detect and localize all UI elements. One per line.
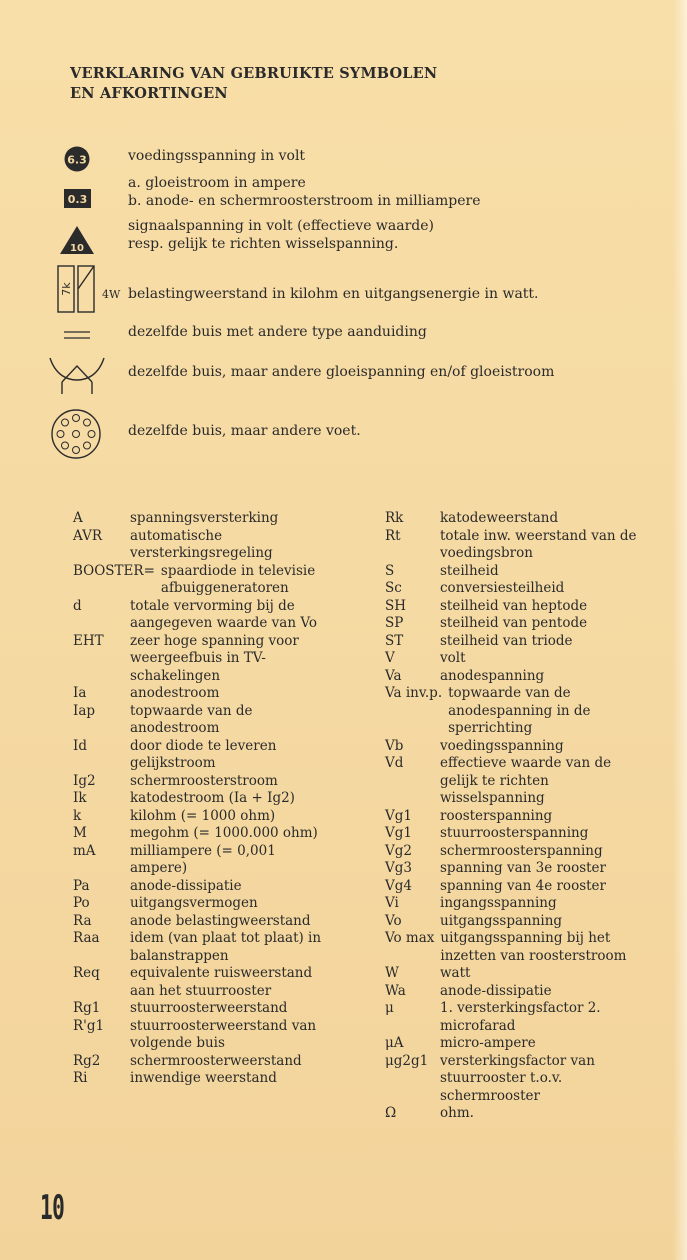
- glossary-description: idem (van plaat tot plaat) in balanstrappen: [130, 930, 322, 964]
- heater-voltage-icon-text: 6.3: [67, 153, 87, 167]
- glossary-entry: [385, 598, 647, 616]
- legend-equivalent: dezelfde buis met andere type aanduiding: [128, 324, 427, 340]
- glossary-entry: [73, 965, 335, 1000]
- glossary-description: schermroosterstroom: [130, 772, 278, 789]
- legend-heater-voltage: voedingsspanning in volt: [128, 148, 306, 164]
- glossary-description: stuurroosterweerstand: [130, 1000, 288, 1016]
- glossary-entry: [73, 878, 335, 896]
- glossary-symbol: Ig2: [73, 772, 96, 789]
- glossary-description: anode-dissipatie: [440, 982, 552, 999]
- glossary-entry: [73, 563, 335, 598]
- glossary-description: megohm (= 1000.000 ohm): [130, 825, 318, 841]
- legend-other-heater: dezelfde buis, maar andere gloeispanning en/of gloeistroom: [128, 364, 555, 380]
- glossary-description: spaardiode in televisie afbuiggeneratoren: [160, 562, 316, 596]
- page-edge: [673, 0, 687, 1260]
- glossary-entry: [73, 930, 335, 965]
- glossary-entry: [73, 1053, 335, 1071]
- glossary-entry: [385, 755, 647, 808]
- glossary-entry: [73, 808, 335, 826]
- glossary-description: door diode te leveren gelijkstroom: [130, 737, 277, 771]
- glossary-symbol: Vg2: [385, 842, 412, 859]
- glossary-description: roosterspanning: [440, 807, 553, 824]
- glossary-entry: [73, 825, 335, 843]
- glossary-description: steilheid van heptode: [440, 597, 588, 614]
- load-resistance-icon: [52, 262, 100, 318]
- signal-voltage-icon-text: 10: [70, 243, 84, 254]
- heater-filament-icon: [46, 352, 108, 396]
- glossary-symbol: Vb: [385, 737, 404, 754]
- legend-current-b: b. anode- en schermroosterstroom in milliampere: [128, 193, 481, 209]
- glossary-symbol: Rg2: [73, 1052, 101, 1069]
- glossary-symbol: Ik: [73, 790, 87, 806]
- glossary-entry: [73, 913, 335, 931]
- glossary-description: 1. versterkingsfactor 2. microfarad: [440, 1000, 601, 1034]
- glossary-description: volt: [440, 650, 466, 666]
- glossary-symbol: Vi: [385, 895, 399, 911]
- glossary-description: ingangsspanning: [440, 895, 557, 911]
- glossary-entry: [385, 580, 647, 598]
- glossary-description: voedingsspanning: [440, 737, 564, 754]
- glossary-description: automatische versterkingsregeling: [130, 527, 273, 561]
- glossary-description: topwaarde van de anodestroom: [130, 702, 253, 736]
- glossary-symbol: mA: [73, 842, 96, 859]
- glossary-entry: [385, 510, 647, 528]
- legend-other-base: dezelfde buis, maar andere voet.: [128, 423, 361, 439]
- glossary-entry: [385, 738, 647, 756]
- glossary-description: stuurroosterspanning: [440, 825, 589, 841]
- glossary-description: topwaarde van de anodespanning in de sperrichting: [448, 685, 591, 736]
- glossary-entry: [385, 930, 647, 965]
- glossary-symbol: d: [73, 597, 82, 614]
- glossary-description: spanning van 3e rooster: [440, 860, 606, 876]
- glossary-symbol: Va inv.p.: [385, 685, 443, 701]
- glossary-entry: [73, 1018, 335, 1053]
- glossary-entry: [73, 703, 335, 738]
- glossary-symbol: Vg1: [385, 825, 412, 841]
- glossary-entry: [385, 563, 647, 581]
- glossary-entry: [385, 650, 647, 668]
- glossary-entry: [73, 790, 335, 808]
- page-title: [70, 64, 437, 104]
- glossary-symbol: M: [73, 825, 87, 841]
- glossary-symbol: Ri: [73, 1070, 88, 1086]
- glossary-entry: [385, 1000, 647, 1035]
- glossary-symbol: Vg1: [385, 807, 412, 824]
- glossary-description: katodestroom (Ia + Ig2): [130, 790, 295, 806]
- glossary-description: uitgangsspanning: [440, 912, 563, 929]
- glossary-description: inwendige weerstand: [130, 1070, 277, 1086]
- glossary-description: anode belastingweerstand: [130, 912, 311, 929]
- glossary-entry: [73, 773, 335, 791]
- glossary-entry: [385, 1035, 647, 1053]
- glossary-symbol: Rg1: [73, 1000, 101, 1016]
- glossary-entry: [73, 685, 335, 703]
- glossary-description: ohm.: [440, 1105, 474, 1121]
- glossary-symbol: A: [73, 510, 83, 526]
- glossary-description: anode-dissipatie: [130, 877, 242, 894]
- glossary-description: effectieve waarde van de gelijk te richten wisselspanning: [440, 755, 612, 806]
- glossary-symbol: Req: [73, 965, 100, 981]
- legend-signal-2: resp. gelijk te richten wisselspanning.: [128, 236, 399, 252]
- glossary-symbol: Vd: [385, 755, 404, 771]
- glossary-symbol: V: [385, 650, 395, 666]
- glossary-description: steilheid van triode: [440, 632, 573, 649]
- glossary-entry: [73, 1000, 335, 1018]
- glossary-symbol: Va: [385, 667, 402, 684]
- glossary-symbol: Vg3: [385, 860, 412, 876]
- glossary-description: stuurroosterweerstand van volgende buis: [130, 1017, 317, 1051]
- glossary-symbol: SH: [385, 597, 407, 614]
- glossary-description: totale inw. weerstand van de voedingsbron: [440, 527, 637, 561]
- glossary-description: milliampere (= 0,001 ampere): [130, 842, 276, 876]
- glossary-entry: [73, 633, 335, 686]
- glossary-symbol: Vo max: [385, 930, 435, 946]
- glossary-entry: [385, 668, 647, 686]
- glossary-entry: [385, 685, 647, 738]
- glossary-entry: [385, 528, 647, 563]
- glossary-description: steilheid: [440, 562, 499, 579]
- load-resistance-value: 7k: [60, 282, 73, 296]
- glossary-entry: [385, 825, 647, 843]
- glossary-description: schermroosterweerstand: [130, 1052, 302, 1069]
- glossary-description: uitgangsspanning bij het inzetten van roosterstroom: [440, 930, 627, 964]
- equivalent-icon: [60, 325, 94, 345]
- glossary-description: versterkingsfactor van stuurrooster t.o.v. schermrooster: [440, 1052, 595, 1104]
- glossary-right-column: [385, 510, 647, 1123]
- glossary-symbol: Pa: [73, 877, 90, 894]
- glossary-symbol: S: [385, 562, 395, 579]
- glossary-description: conversiesteilheid: [440, 580, 565, 596]
- current-icon: [62, 187, 94, 211]
- glossary-entry: [385, 1053, 647, 1106]
- legend-current-a: a. gloeistroom in ampere: [128, 175, 306, 191]
- glossary-symbol: Rk: [385, 510, 404, 526]
- glossary-description: equivalente ruisweerstand aan het stuurrooster: [130, 965, 313, 999]
- glossary-description: spanningsversterking: [130, 510, 279, 526]
- glossary-symbol: EHT: [73, 632, 104, 649]
- glossary-symbol: BOOSTER=: [73, 562, 155, 579]
- glossary-description: zeer hoge spanning voor weergeefbuis in TV-schakelingen: [130, 632, 299, 684]
- glossary-entry: [385, 878, 647, 896]
- glossary-symbol: Vg4: [385, 877, 412, 894]
- glossary-symbol: Id: [73, 737, 87, 754]
- glossary-description: katodeweerstand: [440, 510, 559, 526]
- glossary-entry: [385, 895, 647, 913]
- glossary-symbol: Ω: [385, 1105, 397, 1121]
- glossary-entry: [73, 895, 335, 913]
- glossary-entry: [385, 860, 647, 878]
- glossary-symbol: Po: [73, 895, 90, 911]
- glossary-entry: [385, 843, 647, 861]
- signal-voltage-icon: [58, 224, 96, 256]
- glossary-entry: [385, 808, 647, 826]
- glossary-description: micro-ampere: [440, 1035, 536, 1051]
- glossary-symbol: R'g1: [73, 1017, 105, 1034]
- glossary-description: anodestroom: [130, 685, 220, 701]
- glossary-symbol: W: [385, 965, 399, 981]
- glossary-symbol: ST: [385, 632, 404, 649]
- legend-signal-1: signaalspanning in volt (effectieve waarde): [128, 218, 435, 234]
- glossary-symbol: Iap: [73, 702, 96, 719]
- glossary-symbol: Raa: [73, 930, 100, 946]
- glossary-description: steilheid van pentode: [440, 615, 588, 631]
- glossary-entry: [385, 965, 647, 983]
- page-number: 10: [40, 1188, 65, 1228]
- glossary-symbol: Rt: [385, 527, 401, 544]
- glossary-symbol: Ia: [73, 685, 87, 701]
- glossary-symbol: μA: [385, 1035, 404, 1051]
- glossary-description: uitgangsvermogen: [130, 895, 258, 911]
- glossary-description: totale vervorming bij de aangegeven waarde van Vo: [130, 597, 317, 631]
- glossary-symbol: AVR: [73, 527, 102, 544]
- glossary-description: spanning van 4e rooster: [440, 877, 606, 894]
- glossary-symbol: Ra: [73, 912, 92, 929]
- glossary-description: schermroosterspanning: [440, 842, 603, 859]
- glossary-entry: [73, 510, 335, 528]
- tube-base-icon: [46, 406, 106, 462]
- glossary-entry: [73, 598, 335, 633]
- title-line-1: VERKLARING VAN GEBRUIKTE SYMBOLEN: [70, 65, 438, 82]
- title-line-2: EN AFKORTINGEN: [70, 85, 228, 102]
- glossary-symbol: SP: [385, 615, 404, 631]
- glossary-entry: [385, 1105, 647, 1123]
- glossary-symbol: Sc: [385, 580, 402, 596]
- glossary-symbol: μg2g1: [385, 1052, 429, 1069]
- legend-load: belastingweerstand in kilohm en uitgangsenergie in watt.: [128, 286, 539, 302]
- glossary-entry: [385, 615, 647, 633]
- glossary-entry: [73, 1070, 335, 1088]
- glossary-symbol: Wa: [385, 982, 406, 999]
- current-icon-text: 0.3: [67, 193, 88, 206]
- glossary-symbol: Vo: [385, 912, 402, 929]
- glossary-entry: [385, 913, 647, 931]
- glossary-description: watt: [440, 965, 471, 981]
- glossary-entry: [385, 983, 647, 1001]
- glossary-entry: [73, 528, 335, 563]
- glossary-entry: [73, 738, 335, 773]
- glossary-left-column: [73, 510, 335, 1088]
- heater-voltage-icon: [60, 145, 94, 173]
- load-power-unit: 4W: [102, 288, 121, 301]
- glossary-entry: [73, 843, 335, 878]
- glossary-description: anodespanning: [440, 667, 545, 684]
- glossary-entry: [385, 633, 647, 651]
- glossary-symbol: k: [73, 807, 82, 824]
- glossary-description: kilohm (= 1000 ohm): [130, 807, 276, 824]
- glossary-symbol: μ: [385, 1000, 394, 1016]
